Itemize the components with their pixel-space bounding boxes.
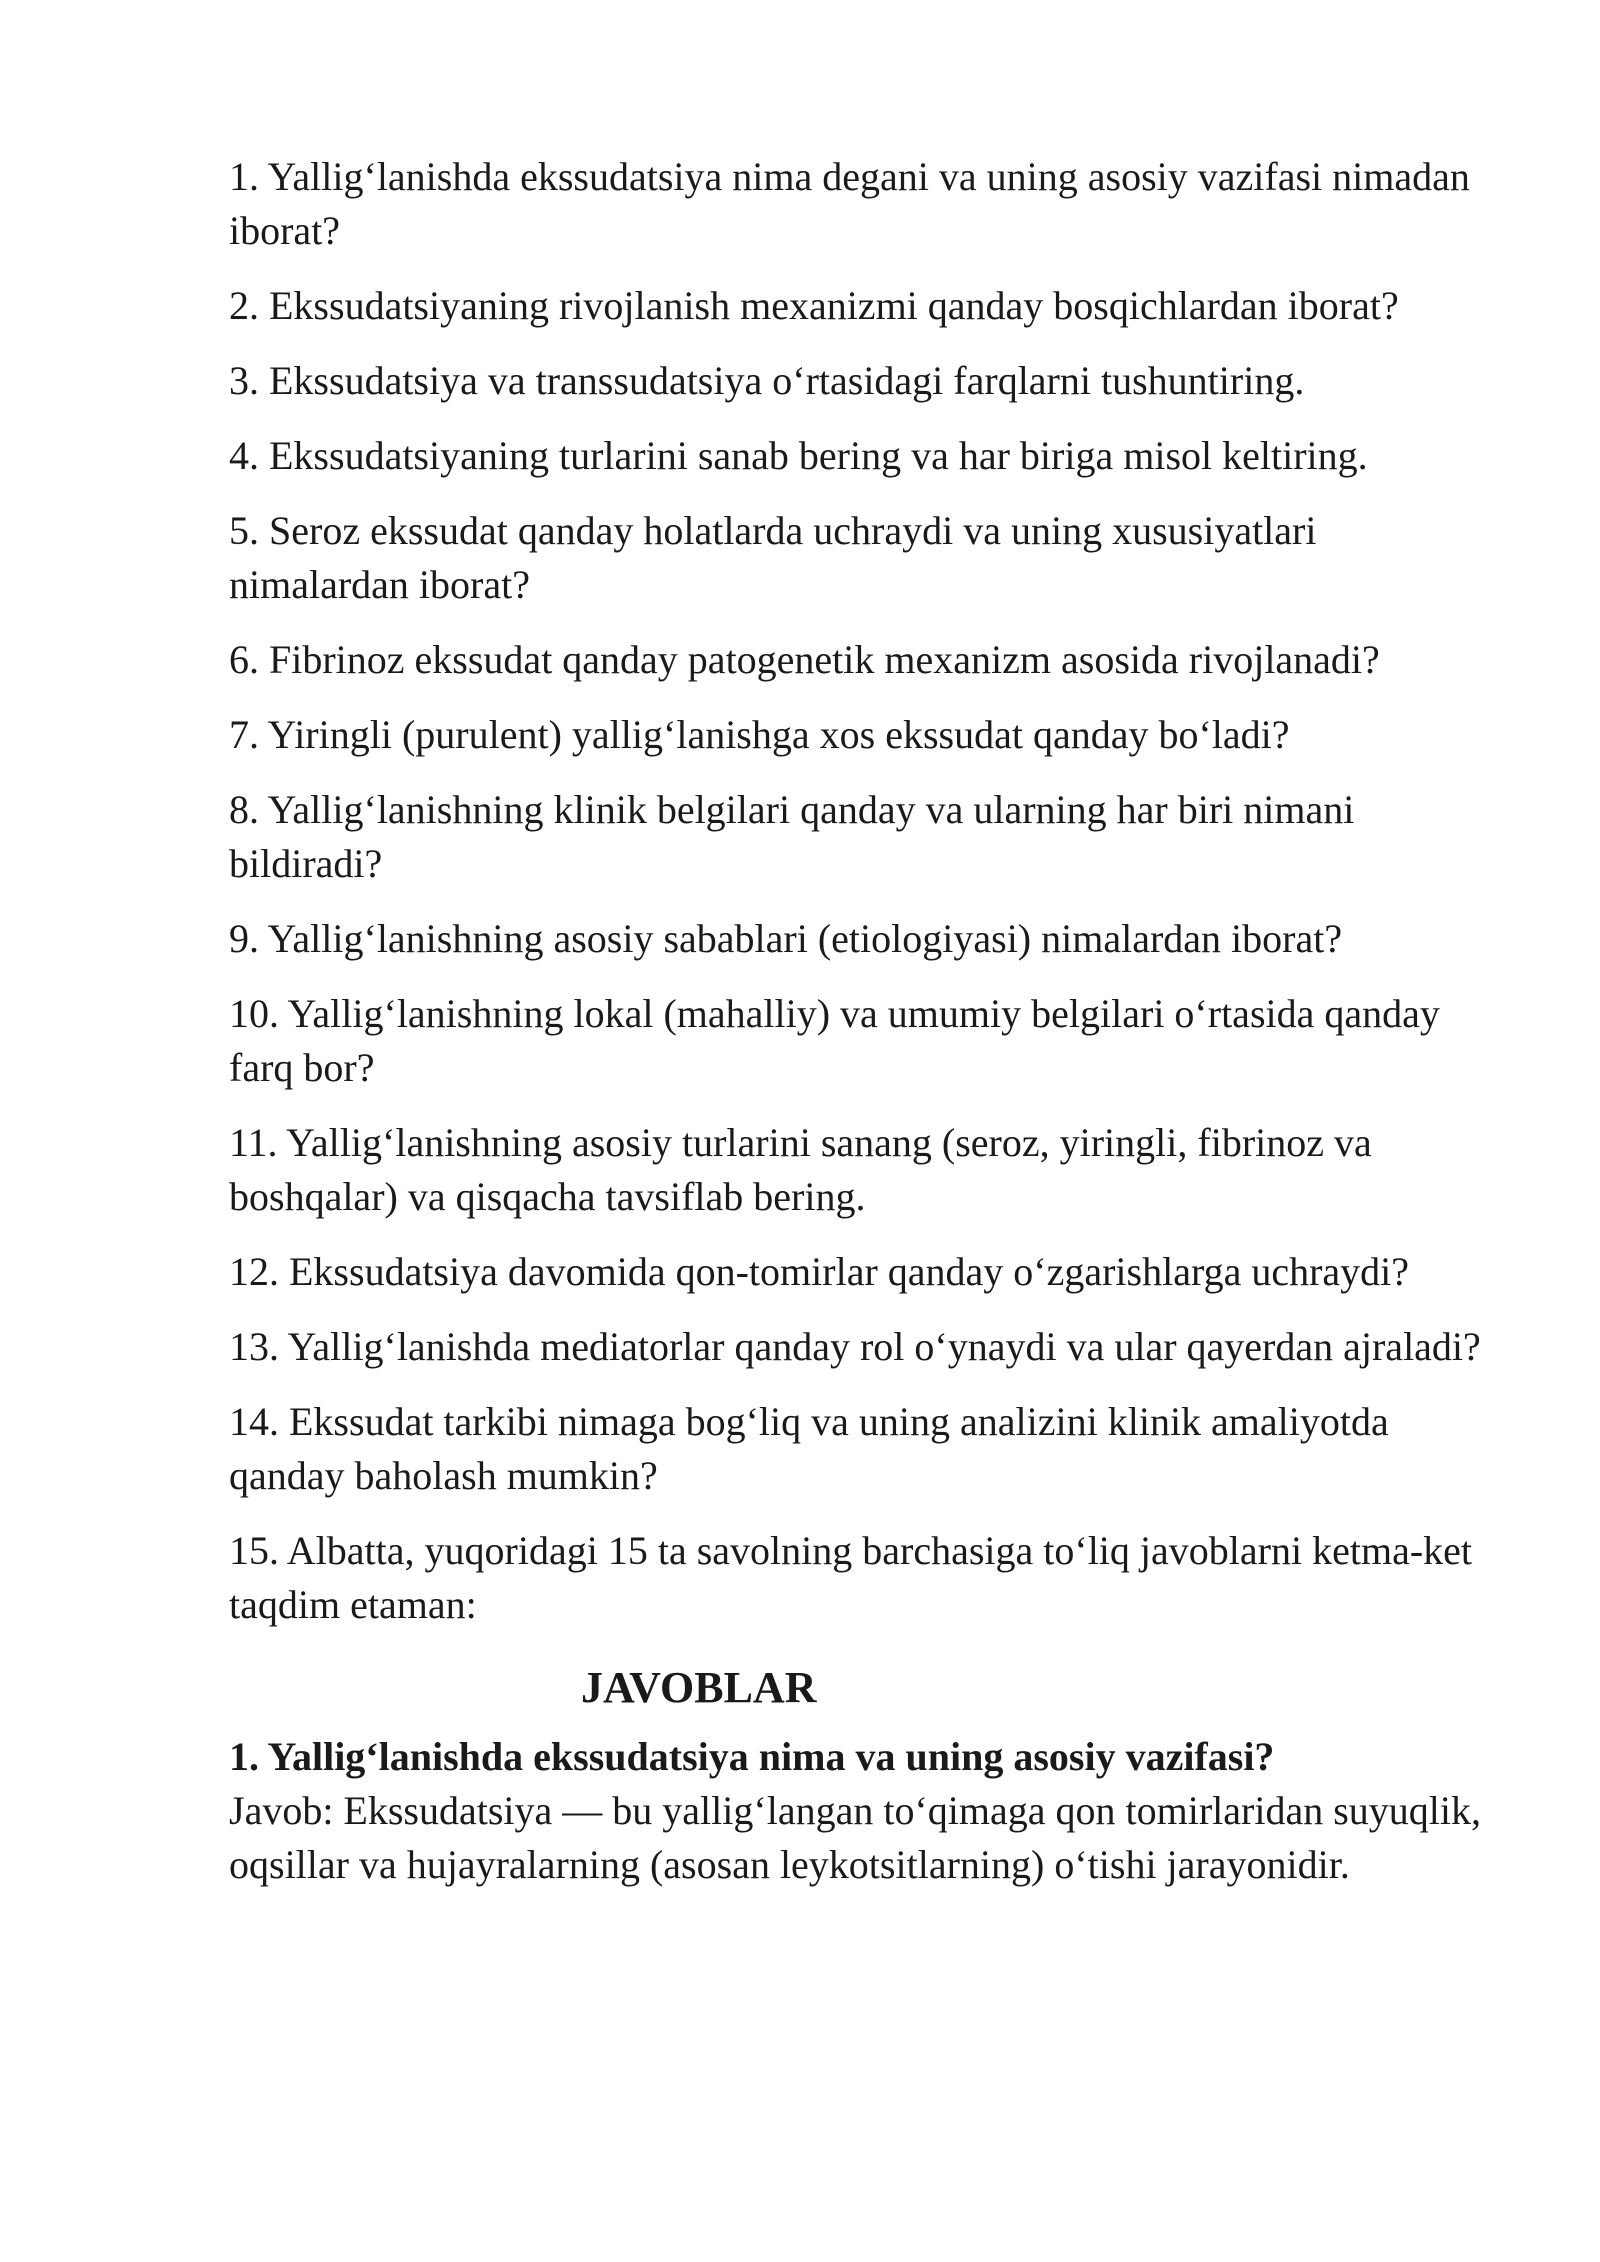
question-11: 11. Yallig‘lanishning asosiy turlarini sanang (seroz, yiringli, fibrinoz va boshqalar) va qisqacha tavsiflab bering. [229,1120,1372,1219]
question-1: 1. Yallig‘lanishda ekssudatsiya nima degani va uning asosiy vazifasi nimadan iborat? [229,154,1470,253]
question-3: 3. Ekssudatsiya va transsudatsiya o‘rtasidagi farqlarni tushuntiring. [229,358,1305,403]
question-8: 8. Yallig‘lanishning klinik belgilari qanday va ularning har biri nimani bildiradi? [229,787,1355,886]
question-14: 14. Ekssudat tarkibi nimaga bog‘liq va uning analizini klinik amaliyotda qanday baholash mumkin? [229,1399,1389,1498]
question-9: 9. Yallig‘lanishning asosiy sabablari (etiologiyasi) nimalardan iborat? [229,916,1343,961]
question-12: 12. Ekssudatsiya davomida qon-tomirlar qanday o‘zgarishlarga uchraydi? [229,1249,1410,1294]
answers-heading: JAVOBLAR [581,1663,817,1712]
question-4: 4. Ekssudatsiyaning turlarini sanab bering va har biriga misol keltiring. [229,433,1368,478]
question-2: 2. Ekssudatsiyaning rivojlanish mexanizmi qanday bosqichlardan iborat? [229,283,1399,328]
question-6: 6. Fibrinoz ekssudat qanday patogenetik mexanizm asosida rivojlanadi? [229,637,1380,682]
question-13: 13. Yallig‘lanishda mediatorlar qanday rol o‘ynaydi va ular qayerdan ajraladi? [229,1324,1481,1369]
answer-1-title: 1. Yallig‘lanishda ekssudatsiya nima va uning asosiy vazifasi? [229,1734,1275,1779]
question-15: 15. Albatta, yuqoridagi 15 ta savolning barchasiga to‘liq javoblarni ketma-ket taqdim etaman: [229,1528,1473,1627]
question-5: 5. Seroz ekssudat qanday holatlarda uchraydi va uning xususiyatlari nimalardan iborat? [229,508,1317,607]
document-page [229,150,1489,1892]
question-10: 10. Yallig‘lanishning lokal (mahalliy) va umumiy belgilari o‘rtasida qanday farq bor? [229,991,1440,1090]
question-7: 7. Yiringli (purulent) yallig‘lanishga xos ekssudat qanday bo‘ladi? [229,712,1290,757]
answer-1-text: Javob: Ekssudatsiya — bu yallig‘langan to‘qimaga qon tomirlaridan suyuqlik, oqsillar va hujayralarning (asosan leykotsitlarning) o‘tishi jarayonidir. [229,1788,1482,1887]
